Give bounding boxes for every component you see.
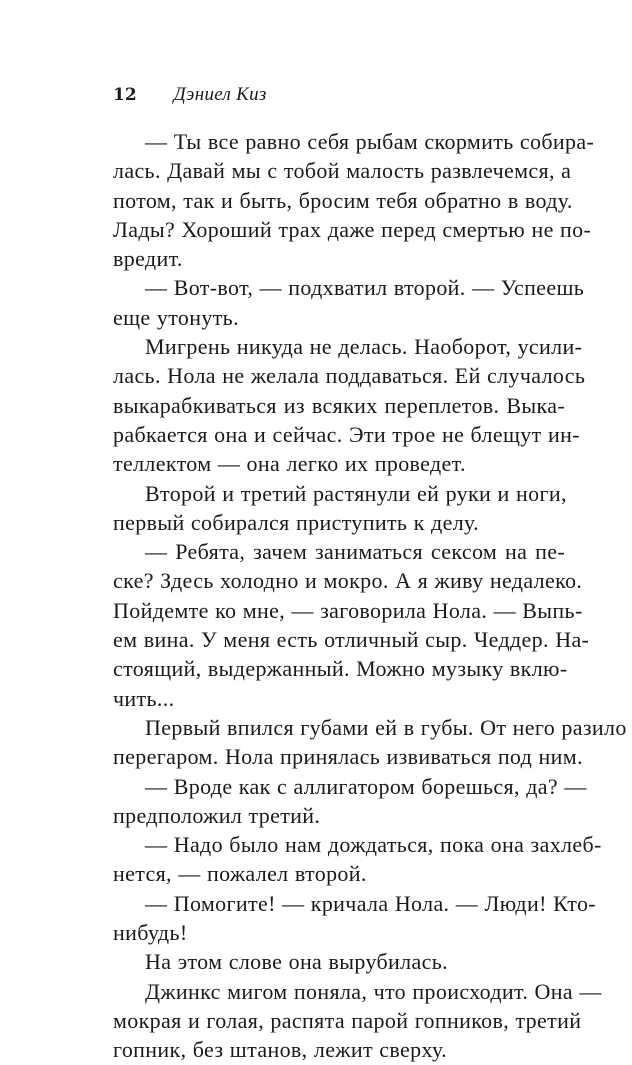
text-line: Пойдемте ко мне, — заговорила Нола. — Выпь- (113, 597, 583, 623)
running-title: Дэниел Киз (173, 84, 267, 105)
text-line: Лады? Хороший трах даже перед смертью не по- (113, 216, 592, 242)
text-line: предположил третий. (113, 802, 321, 828)
text-line: — Вроде как с аллигатором борешься, да? — (145, 773, 587, 799)
text-line: — Ребята, зачем заниматься сексом на пе- (145, 539, 565, 565)
text-line: лась. Давай мы с тобой малость развлечемся, а (113, 158, 572, 184)
text-line: Джинкс мигом поняла, что происходит. Она — (145, 978, 602, 1004)
text-line: ске? Здесь холодно и мокро. А я живу недалеко. (113, 568, 583, 594)
text-line: еще утонуть. (113, 304, 239, 330)
text-line: Второй и третий растянули ей руки и ноги, (145, 480, 567, 506)
text-line: нибудь! (113, 920, 188, 946)
text-line: Первый впился губами ей в губы. От него разило (145, 714, 627, 740)
text-line: На этом слове она вырубилась. (145, 949, 448, 975)
text-line: лась. Нола не желала поддаваться. Ей случалось (113, 363, 586, 389)
text-line: — Ты все равно себя рыбам скормить собира- (145, 129, 595, 154)
text-line: потом, так и быть, бросим тебя обратно в воду. (113, 187, 573, 213)
text-line: — Вот-вот, — подхватил второй. — Успеешь (145, 275, 585, 301)
text-line: ем вина. У меня есть отличный сыр. Чеддер. На- (113, 627, 590, 653)
running-header (113, 84, 267, 106)
text-line: перегаром. Нола принялась извиваться под ним. (113, 744, 583, 770)
text-line: мокрая и голая, распята парой гопников, третий (113, 1007, 582, 1033)
text-line: — Помогите! — кричала Нола. — Люди! Кто- (145, 890, 596, 916)
text-line: чить... (113, 685, 175, 711)
text-line: — Надо было нам дождаться, пока она захлеб- (145, 832, 602, 858)
text-line: первый собирался приступить к делу. (113, 509, 480, 535)
text-line: теллектом — она легко их проведет. (113, 451, 466, 477)
text-line: нется, — пожалел второй. (113, 861, 367, 887)
text-line: рабкается она и сейчас. Эти трое не блещут ин- (113, 421, 580, 447)
text-line: гопник, без штанов, лежит сверху. (113, 1037, 447, 1063)
text-line: вредит. (113, 246, 183, 272)
text-line: выкарабкиваться из всяких переплетов. Выка- (113, 392, 565, 418)
text-line: стоящий, выдержанный. Можно музыку вклю- (113, 656, 568, 682)
body-text (113, 127, 627, 1065)
text-line: Мигрень никуда не делась. Наоборот, усили- (145, 334, 583, 360)
page-number: 12 (113, 85, 137, 105)
